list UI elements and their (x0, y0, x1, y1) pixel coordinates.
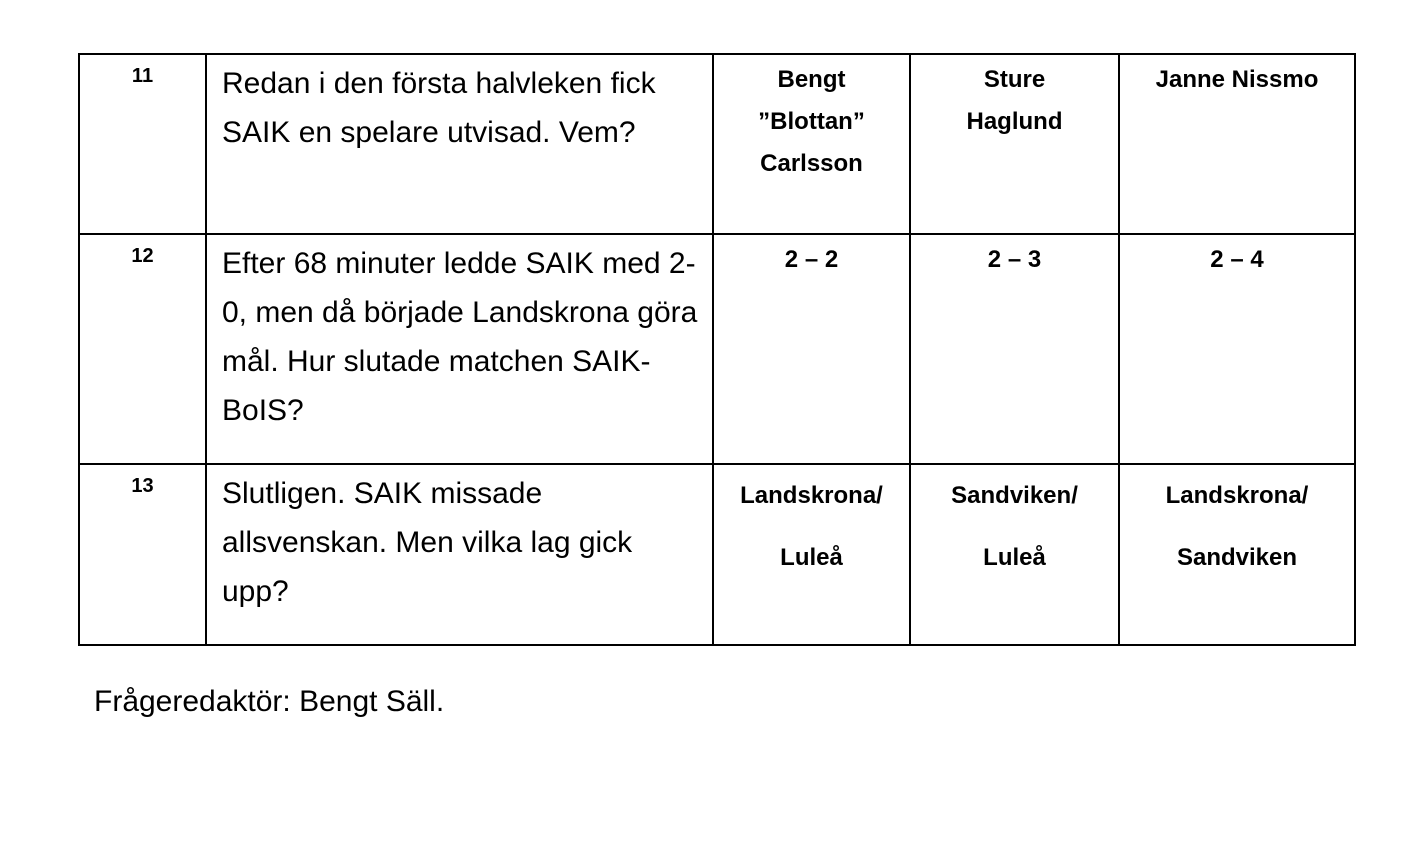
question-row-12 (79, 234, 1355, 464)
quiz-table (78, 53, 1356, 646)
question-editor-credit: Frågeredaktör: Bengt Säll. (94, 685, 445, 718)
answer-line: Landskrona/ (740, 482, 883, 509)
question-text: Efter 68 minuter ledde SAIK med 2-0, men då började Landskrona göra mål. Hur slutade matchen SAIK-BoIS? (206, 234, 713, 464)
answer-option-2 (910, 234, 1119, 464)
question-number: 13 (79, 464, 206, 645)
question-row-13 (79, 464, 1355, 645)
question-number: 12 (79, 234, 206, 464)
answer-option-1 (713, 234, 910, 464)
answer-option-2 (910, 464, 1119, 645)
answer-line: Haglund (966, 108, 1063, 135)
answer-option-3 (1119, 234, 1355, 464)
answer-line: ”Blottan” (758, 108, 865, 135)
answer-line: Janne Nissmo (1155, 66, 1319, 93)
question-text: Redan i den första halvleken fick SAIK en spelare utvisad. Vem? (206, 54, 713, 234)
answer-line: Landskrona/ (1165, 482, 1309, 509)
answer-line: 2 – 4 (1210, 246, 1264, 273)
answer-line: Luleå (780, 544, 843, 571)
answer-line: Carlsson (760, 150, 863, 177)
answer-option-3 (1119, 464, 1355, 645)
answer-line: Sandviken/ (951, 482, 1078, 509)
question-row-11 (79, 54, 1355, 234)
question-number: 11 (79, 54, 206, 234)
answer-line: 2 – 3 (987, 246, 1042, 273)
question-text: Slutligen. SAIK missade allsvenskan. Men vilka lag gick upp? (206, 464, 713, 645)
answer-option-3 (1119, 54, 1355, 234)
answer-line: Bengt (777, 66, 846, 93)
answer-line: 2 – 2 (784, 246, 839, 273)
answer-option-1 (713, 464, 910, 645)
answer-option-1 (713, 54, 910, 234)
answer-line: Luleå (983, 544, 1046, 571)
answer-option-2 (910, 54, 1119, 234)
answer-line: Sture (983, 66, 1046, 93)
answer-line: Sandviken (1176, 544, 1298, 571)
